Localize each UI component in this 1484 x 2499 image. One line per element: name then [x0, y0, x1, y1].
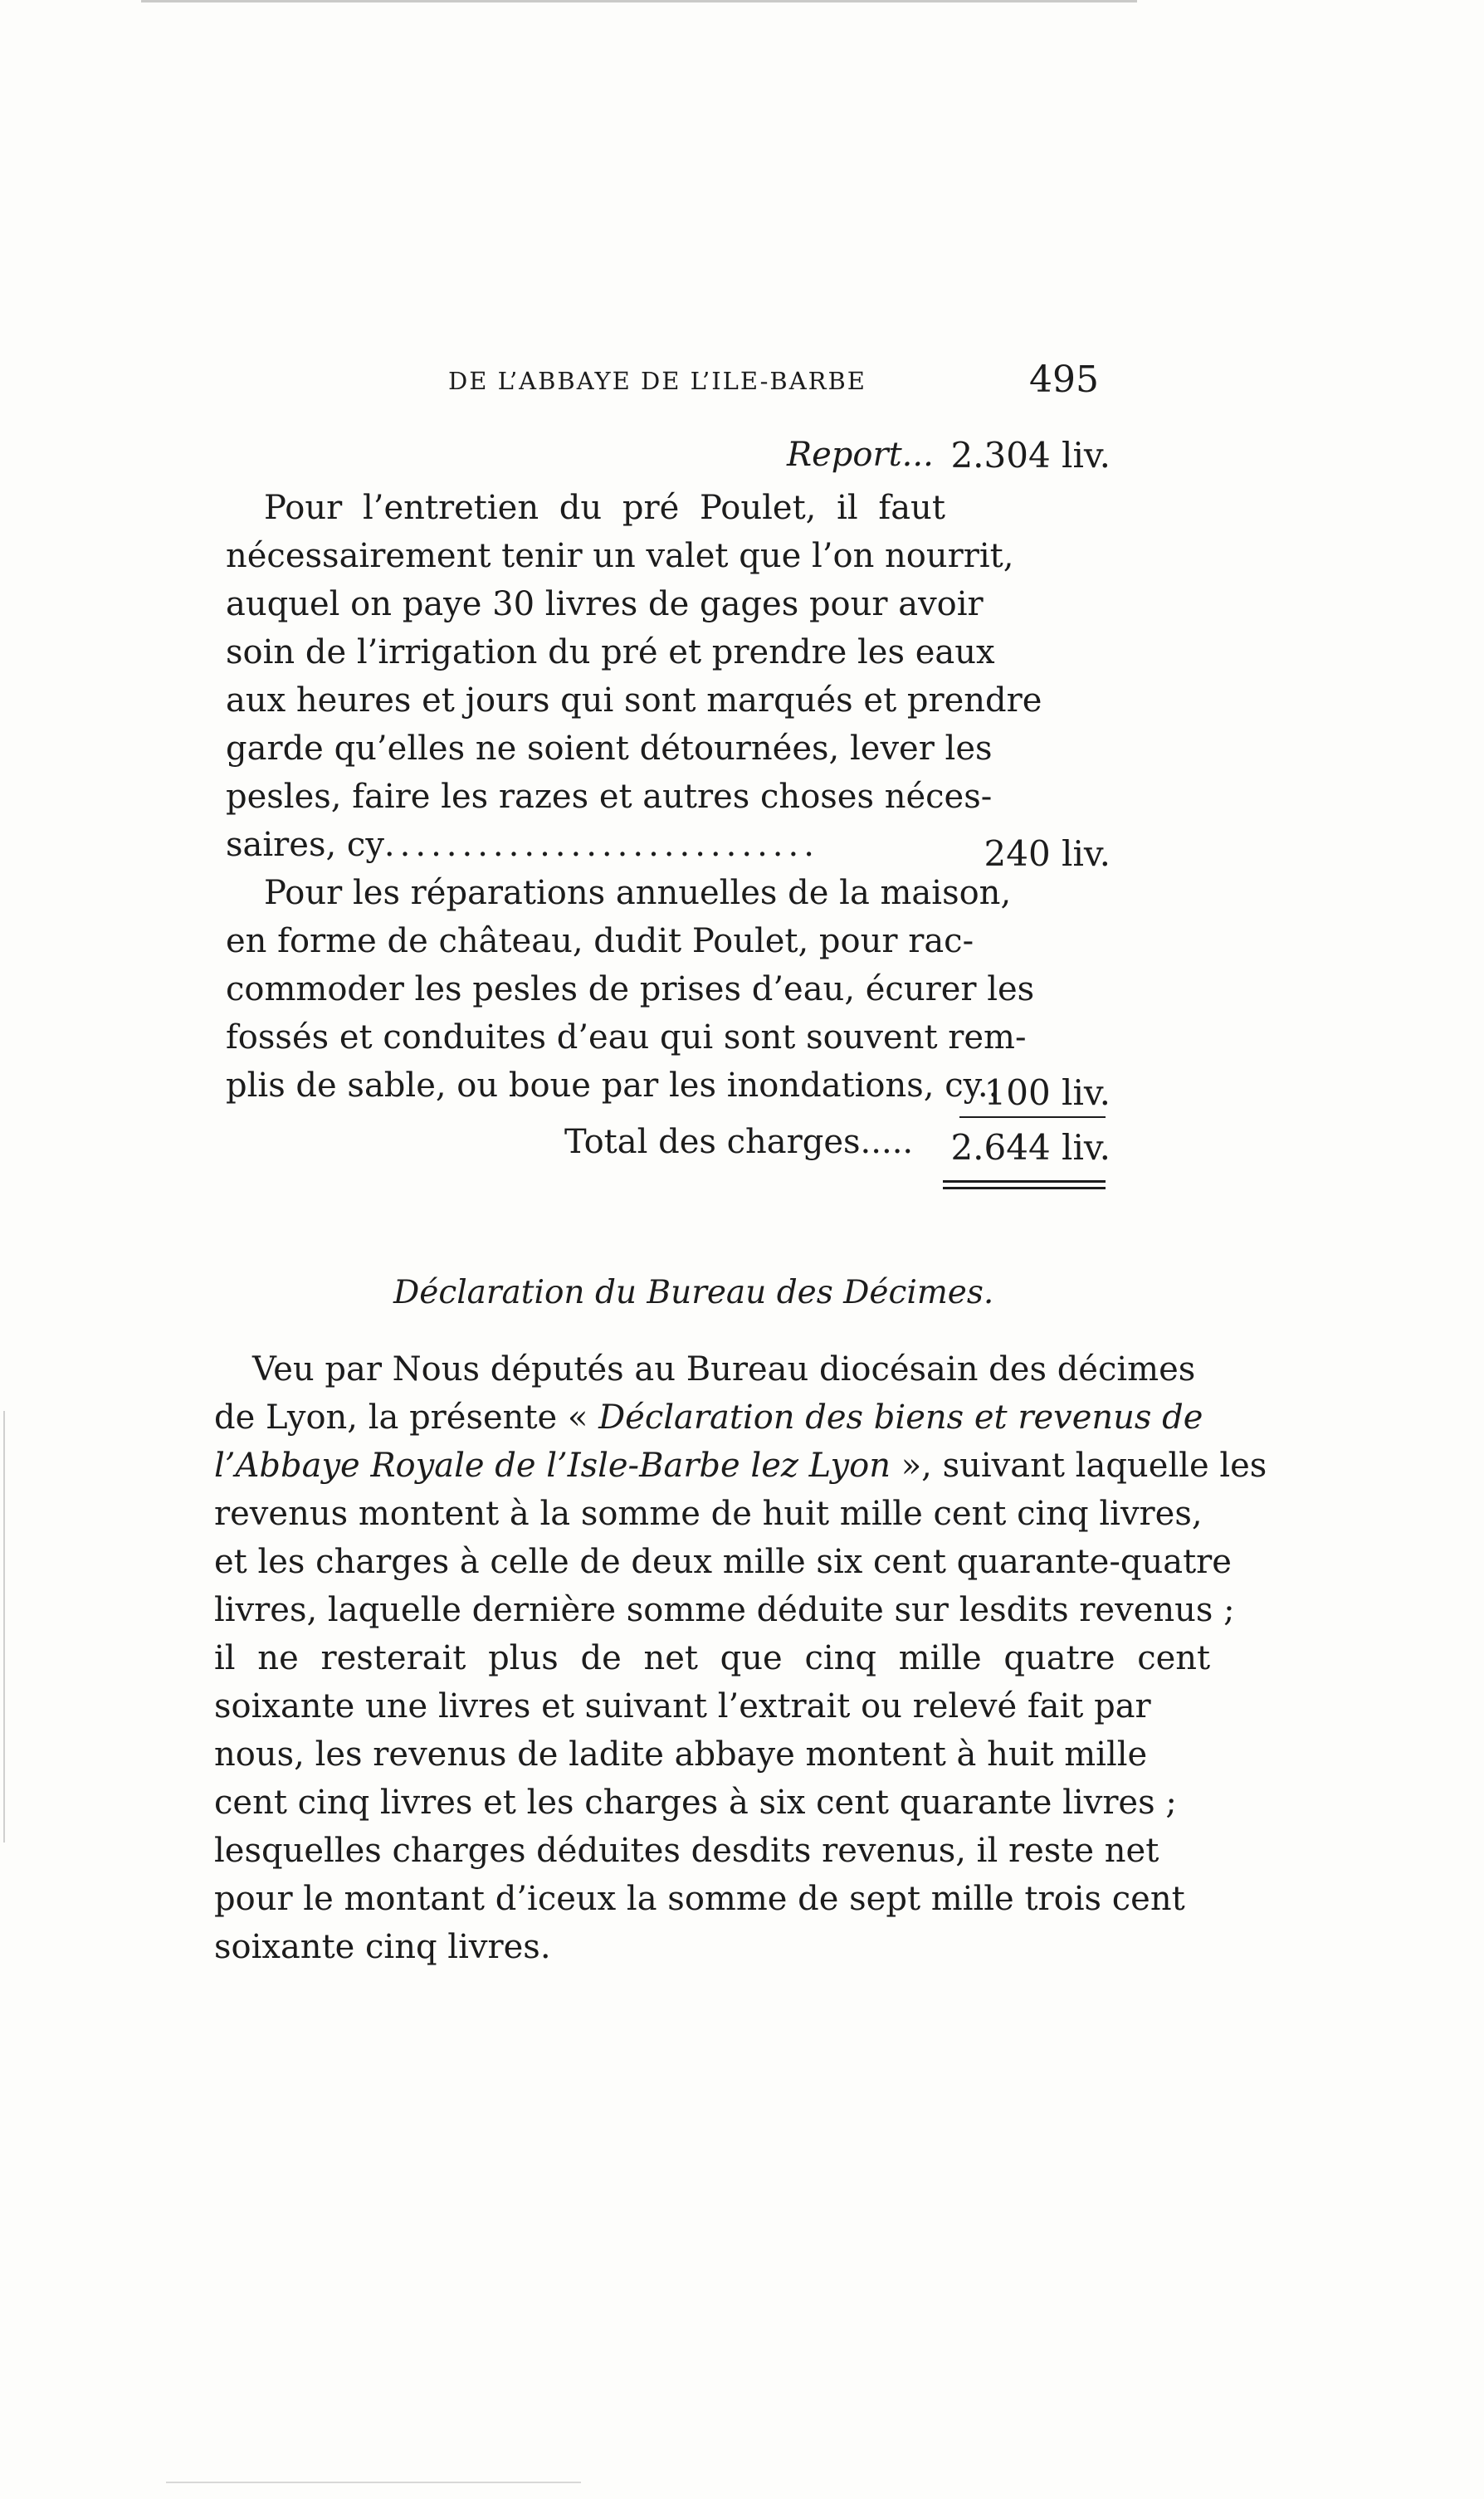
paragraph-line: Veu par Nous députés au Bureau diocésain des décimes: [252, 1350, 1196, 1389]
roman-text: de Lyon, la présente «: [214, 1398, 599, 1437]
paragraph-line: [214, 1398, 1203, 1437]
paragraph-line: [214, 1447, 1267, 1485]
paragraph-line: soixante une livres et suivant l’extrait ou relevé fait par: [214, 1687, 1151, 1725]
scan-edge-bottom: [166, 2482, 581, 2483]
entry-line: aux heures et jours qui sont marqués et prendre: [226, 681, 1042, 720]
scan-edge-left: [3, 1411, 5, 1843]
entry-line-last: [226, 826, 819, 864]
paragraph-line: nous, les revenus de ladite abbaye montent à huit mille: [214, 1735, 1148, 1774]
italic-title: Déclaration des biens et revenus de: [598, 1398, 1203, 1437]
paragraph-line: revenus montent à la somme de huit mille cent cinq livres,: [214, 1495, 1203, 1533]
paragraph-line: pour le montant d’iceux la somme de sept mille trois cent: [214, 1880, 1185, 1918]
page-number: 495: [1029, 359, 1099, 401]
entry-line: soin de l’irrigation du pré et prendre les eaux: [226, 633, 995, 671]
paragraph-line: cent cinq livres et les charges à six cent quarante livres ;: [214, 1784, 1177, 1822]
report-amount: 2.304 liv.: [950, 435, 1111, 476]
entry-amount: 240 liv.: [984, 833, 1111, 874]
entry-line: auquel on paye 30 livres de gages pour avoir: [226, 585, 984, 623]
scan-edge-top: [141, 0, 1137, 2]
entry-line: pesles, faire les razes et autres choses néces-: [226, 778, 993, 816]
paragraph-line: soixante cinq livres.: [214, 1928, 551, 1966]
entry-amount: 100 liv.: [984, 1072, 1111, 1113]
entry-line: garde qu’elles ne soient détournées, lever les: [226, 730, 993, 768]
entry-line: nécessairement tenir un valet que l’on nourrit,: [226, 537, 1014, 575]
paragraph-line: lesquelles charges déduites desdits revenus, il reste net: [214, 1832, 1159, 1870]
entry-line: en forme de château, dudit Poulet, pour rac-: [226, 922, 974, 960]
running-title: DE L’ABBAYE DE L’ILE-BARBE: [448, 367, 866, 395]
entry-line: fossés et conduites d’eau qui sont souvent rem-: [226, 1018, 1027, 1057]
report-label: Report...: [787, 436, 934, 474]
paragraph-line: et les charges à celle de deux mille six cent quarante-quatre: [214, 1543, 1232, 1581]
entry-line: plis de sable, ou boue par les inondations, cy..: [226, 1066, 999, 1105]
total-double-rule-bottom: [943, 1187, 1106, 1189]
total-label: Total des charges.....: [564, 1123, 914, 1161]
subtotal-rule: [959, 1116, 1106, 1118]
total-double-rule-top: [943, 1180, 1106, 1183]
paragraph-line: livres, laquelle dernière somme déduite sur lesdits revenus ;: [214, 1591, 1235, 1629]
section-title: Déclaration du Bureau des Décimes.: [393, 1274, 994, 1311]
dot-leader: ............................: [383, 826, 819, 864]
entry-text: saires, cy: [226, 826, 384, 864]
italic-title: l’Abbaye Royale de l’Isle-Barbe lez Lyon: [214, 1447, 891, 1485]
roman-text: », suivant laquelle les: [890, 1447, 1267, 1485]
total-amount: 2.644 liv.: [950, 1127, 1111, 1168]
paragraph-line: il ne resterait plus de net que cinq mille quatre cent: [214, 1639, 1211, 1677]
entry-line: Pour l’entretien du pré Poulet, il faut: [264, 489, 945, 527]
entry-line: commoder les pesles de prises d’eau, écurer les: [226, 970, 1035, 1008]
entry-line: Pour les réparations annuelles de la maison,: [264, 874, 1012, 912]
